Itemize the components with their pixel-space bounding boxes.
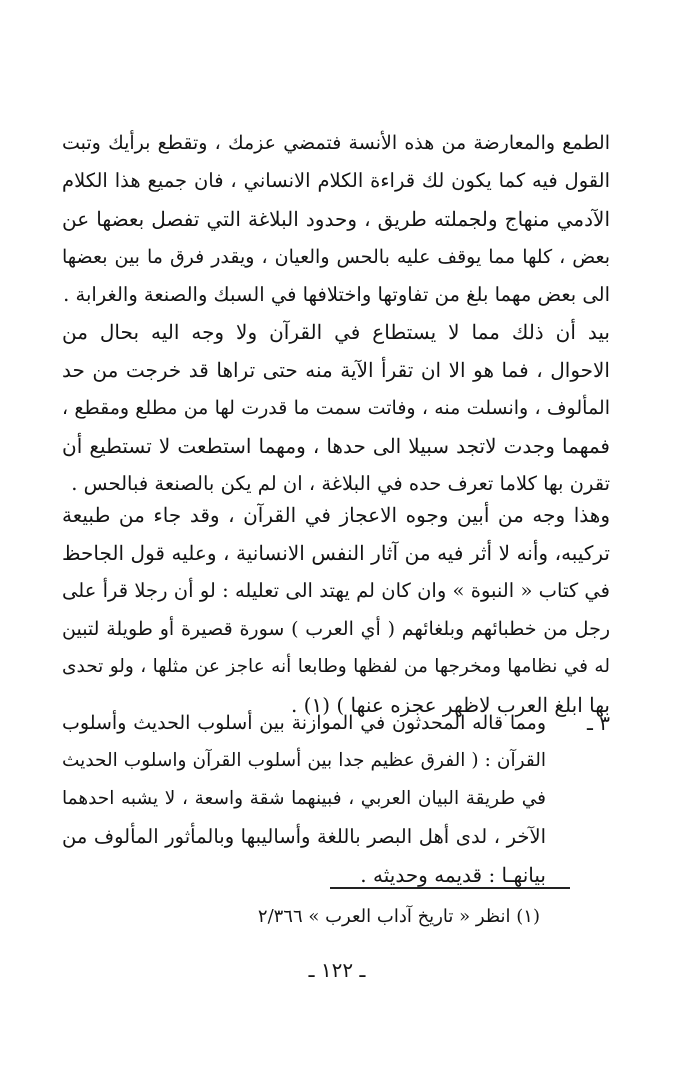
text-line: القول فيه كما يكون لك قراءة الكلام الانساني ، فان جميع هذا الكلام [62,169,610,192]
text-line: بيد أن ذلك مما لا يستطاع في القرآن ولا وجه اليه بحال من [62,320,610,344]
text-line: تركيبه، وأنه لا أثر فيه من آثار النفس الانسانية ، وعليه قول الجاحظ [62,541,610,565]
numbered-item-3 [62,704,610,894]
paragraph-1 [62,124,610,314]
text-line: المألوف ، وانسلت منه ، وفاتت سمت ما قدرت لها من مطلع ومقطع ، [62,397,610,419]
text-line: الاحوال ، فما هو الا ان تقرأ الآية منه حتى تراها قد خرجت من حد [62,358,610,382]
text-line: رجل من خطبائهم وبلغائهم ( أي العرب ) سورة قصيرة أو طويلة لتبين [62,618,610,640]
text-line: الآدمي منهاج ولجملته طريق ، وحدود البلاغة التي تفصل بعضها عن [62,207,610,231]
text-line: القرآن : ( الفرق عظيم جدا بين أسلوب القرآن واسلوب الحديث [62,750,546,771]
page-number: ـ ١٢٢ ـ [308,958,366,982]
paragraph-2 [62,313,610,503]
text-line: وهذا وجه من أبين وجوه الاعجاز في القرآن ، وقد جاء من طبيعة [62,503,610,527]
numbered-item-body [62,704,546,894]
text-line: له في نظامها ومخرجها من لفظها وطابعا أنه عاجز عن مثلها ، ولو تحدى [62,656,610,677]
footnote: (١) انظر « تاريخ آداب العرب » ٢/٣٦٦ [257,906,540,927]
text-line: في كتاب « النبوة » وان كان لم يهتد الى تعليله : لو أن رجلا قرأ على [62,579,610,602]
item-number: ٣ ـ [587,711,610,735]
text-line: بعض ، كلها مما يوقف عليه بالحس والعيان ، ويقدر فرق ما بين بعضها [62,246,610,268]
text-line: تقرن بها كلاما تعرف حده في البلاغة ، ان لم يكن بالصنعة فبالحس . [71,472,610,495]
text-line: في طريقة البيان العربي ، فبينهما شقة واسعة ، لا يشبه احدهما [62,788,546,809]
text-line: الى بعض مهما بلغ من تفاوتها واختلافها في السبك والصنعة والغرابة . [63,283,610,306]
text-line: بيانهـا : قديمه وحديثه . [360,863,546,887]
paragraph-3 [62,496,610,724]
text-line: بها ابلغ العرب لاظهر عجزه عنها ) (١) . [290,693,610,717]
text-line: الآخر ، لدى أهل البصر باللغة وأساليبها وبالمأثور المألوف من [62,825,546,848]
text-line: الطمع والمعارضة من هذه الأنسة فتمضي عزمك ، وتقطع برأيك وتبت [62,132,610,154]
text-line: فمهما وجدت لاتجد سبيلا الى حدها ، ومهما استطعت لا تستطيع أن [62,434,610,458]
text-line: ومما قاله المحدثون في الموازنة بين أسلوب الحديث وأسلوب [62,712,546,734]
footnote-divider [330,887,570,889]
